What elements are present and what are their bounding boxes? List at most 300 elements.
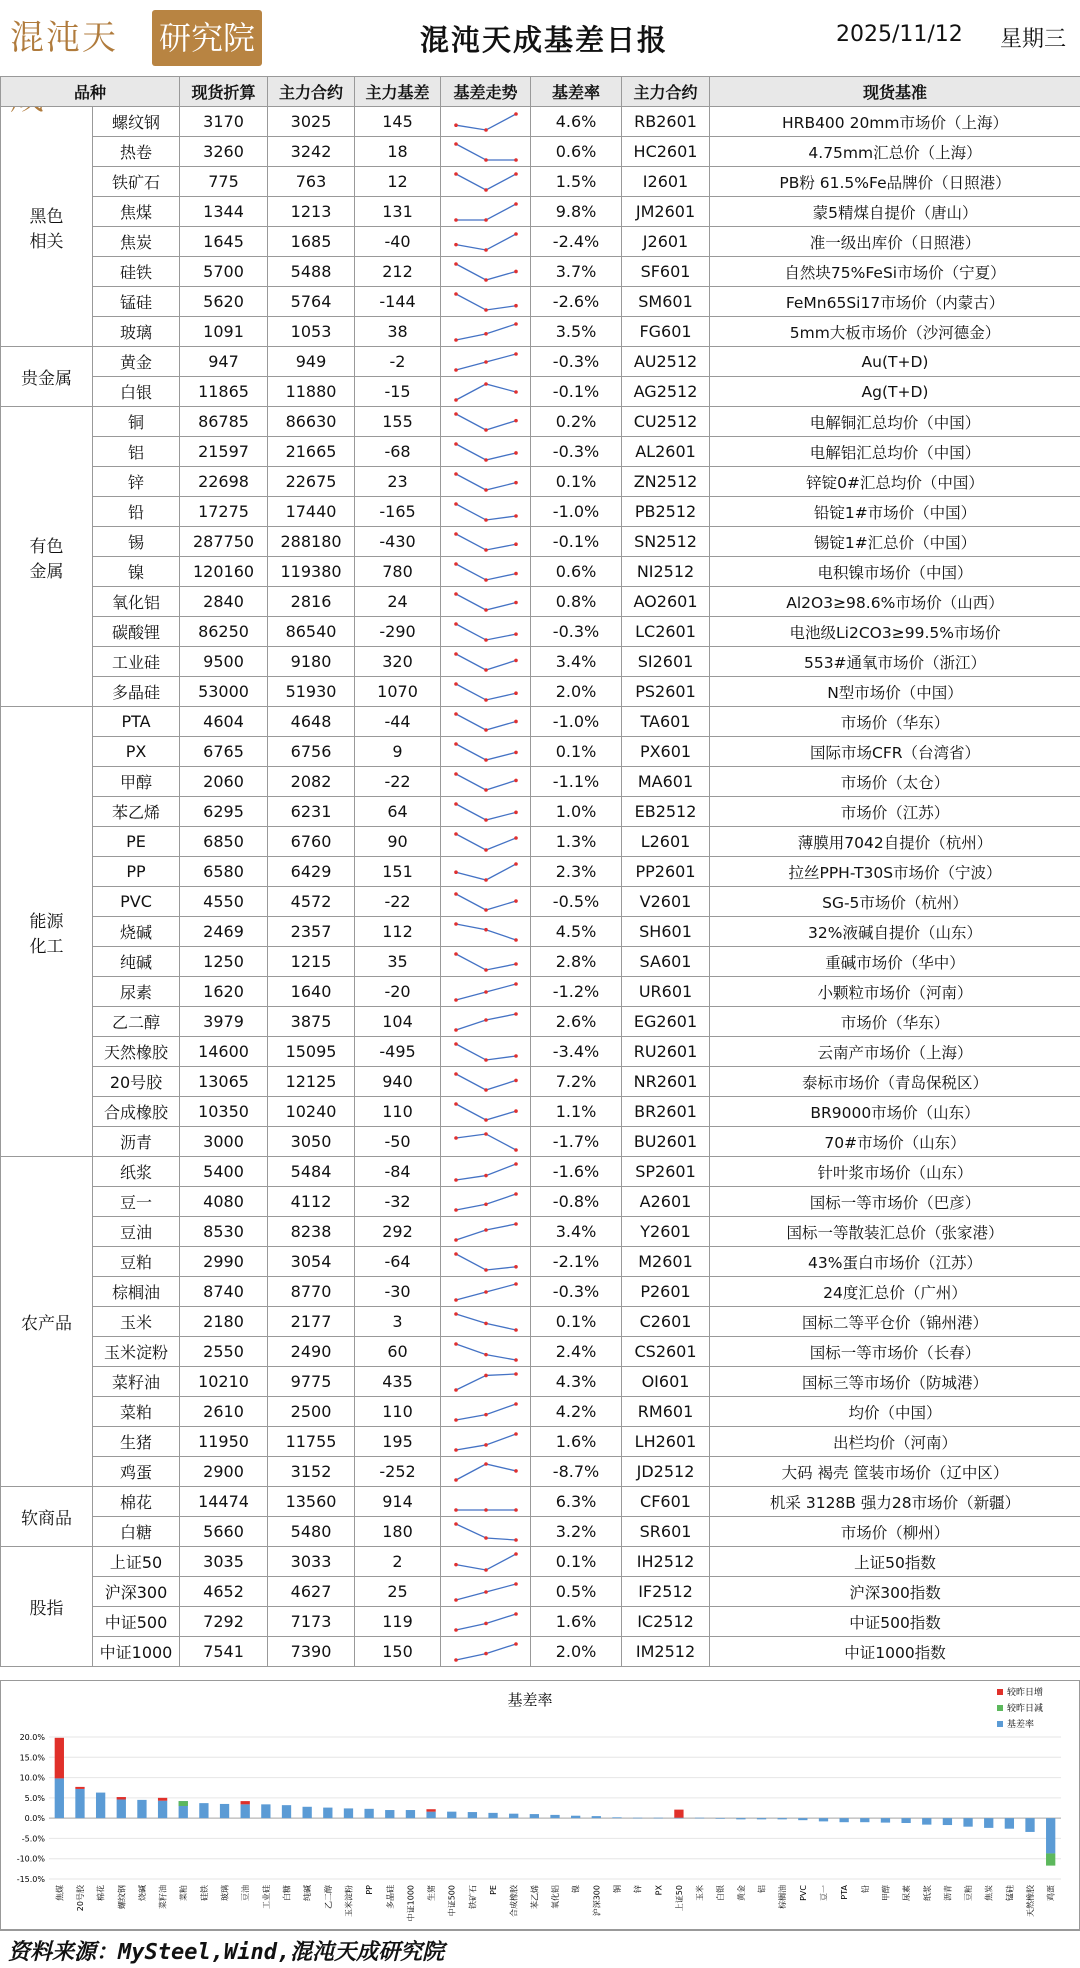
main-basis: 940 (355, 1067, 441, 1097)
main-basis: 9 (355, 737, 441, 767)
x-tick-label: PX (654, 1885, 664, 1896)
sparkline-point (484, 428, 488, 432)
spot-price: 3035 (180, 1547, 268, 1577)
contract-code: BR2601 (622, 1097, 710, 1127)
sparkline-point (454, 922, 458, 926)
y-tick-label: -15.0% (16, 1875, 45, 1884)
sparkline-point (454, 142, 458, 146)
variety-name: 纯碱 (93, 947, 180, 977)
sparkline-point (484, 990, 488, 994)
x-tick-label: 氧化铝 (551, 1885, 560, 1909)
spot-reference: 国标二等平仓价（锦州港） (710, 1307, 1080, 1337)
variety-name: 铁矿石 (93, 167, 180, 197)
footer (0, 1930, 1080, 1968)
variety-name: 玉米淀粉 (93, 1337, 180, 1367)
bar-basis-rate (385, 1810, 394, 1818)
spot-price: 53000 (180, 677, 268, 707)
main-basis: 104 (355, 1007, 441, 1037)
main-contract-price: 1215 (268, 947, 355, 977)
spot-price: 2060 (180, 767, 268, 797)
table-row (1, 947, 1080, 977)
sparkline-path (456, 924, 516, 940)
sparkline-point (514, 303, 518, 307)
spot-price: 2990 (180, 1247, 268, 1277)
main-contract-price: 4648 (268, 707, 355, 737)
contract-code: IH2512 (622, 1547, 710, 1577)
sparkline-point (514, 836, 518, 840)
basis-trend (441, 227, 531, 257)
contract-code: SP2601 (622, 1157, 710, 1187)
contract-code: RU2601 (622, 1037, 710, 1067)
contract-code: FG601 (622, 317, 710, 347)
spot-reference: 市场价（柳州） (710, 1517, 1080, 1547)
sparkline-path (456, 954, 516, 970)
variety-name: 豆油 (93, 1217, 180, 1247)
variety-name: 甲醇 (93, 767, 180, 797)
variety-name: 白银 (93, 377, 180, 407)
x-tick-label: 棉花 (96, 1885, 106, 1901)
sparkline (451, 1250, 521, 1274)
sparkline-point (514, 1372, 518, 1376)
spot-price: 5700 (180, 257, 268, 287)
variety-name: 玻璃 (93, 317, 180, 347)
main-basis: 12 (355, 167, 441, 197)
table-row (1, 917, 1080, 947)
sparkline (451, 980, 521, 1004)
sparkline-point (484, 278, 488, 282)
spot-price: 4550 (180, 887, 268, 917)
table-row (1, 467, 1080, 497)
bar-basis-rate (860, 1818, 869, 1822)
sparkline-point (514, 1265, 518, 1269)
sparkline-point (514, 1432, 518, 1436)
logo-text: 混沌天 (10, 18, 118, 58)
sparkline-path (456, 1164, 516, 1180)
sparkline-point (514, 1552, 518, 1556)
report-weekday: 星期三 (1000, 27, 1067, 52)
main-contract-price: 1685 (268, 227, 355, 257)
sparkline-point (454, 472, 458, 476)
sparkline-point (514, 938, 518, 942)
sparkline-point (484, 382, 488, 386)
spot-reference: SG-5市场价（杭州） (710, 887, 1080, 917)
basis-trend (441, 1577, 531, 1607)
basis-trend (441, 1427, 531, 1457)
spot-reference: HRB400 20mm市场价（上海） (710, 107, 1080, 137)
main-basis: -252 (355, 1457, 441, 1487)
variety-name: 氧化铝 (93, 587, 180, 617)
x-tick-label: 苯乙烯 (530, 1885, 540, 1909)
main-contract-price: 5764 (268, 287, 355, 317)
basis-trend (441, 947, 531, 977)
basis-trend (441, 857, 531, 887)
y-tick-label: -5.0% (21, 1834, 45, 1844)
sparkline (451, 410, 521, 434)
spot-reference: 553#通氧市场价（浙江） (710, 647, 1080, 677)
table-row (1, 1547, 1080, 1577)
spot-reference: 上证50指数 (710, 1547, 1080, 1577)
col-header-trend: 基差走势 (441, 77, 531, 107)
contract-code: LH2601 (622, 1427, 710, 1457)
sparkline (451, 140, 521, 164)
sparkline-point (484, 608, 488, 612)
table-row (1, 1157, 1080, 1187)
basis-rate: -8.7% (531, 1457, 622, 1487)
sparkline (451, 920, 521, 944)
spot-reference: 电解铝汇总均价（中国） (710, 437, 1080, 467)
sparkline-point (514, 480, 518, 484)
spot-price: 6850 (180, 827, 268, 857)
x-tick-label: 螺纹钢 (117, 1885, 127, 1909)
variety-name: 菜籽油 (93, 1367, 180, 1397)
table-row (1, 1127, 1080, 1157)
sparkline-path (456, 234, 516, 250)
variety-name: PP (93, 857, 180, 887)
variety-name: 镍 (93, 557, 180, 587)
sparkline-path (456, 774, 516, 790)
sparkline-path (456, 504, 516, 520)
spot-reference: 铅锭1#市场价（中国） (710, 497, 1080, 527)
sparkline-point (454, 1136, 458, 1140)
bar-basis-rate (344, 1808, 353, 1818)
sparkline-point (454, 1342, 458, 1346)
spot-price: 287750 (180, 527, 268, 557)
sparkline-path (456, 1104, 516, 1120)
main-basis: 90 (355, 827, 441, 857)
contract-code: C2601 (622, 1307, 710, 1337)
sparkline-point (454, 242, 458, 246)
table-row (1, 1427, 1080, 1457)
sparkline-point (454, 1028, 458, 1032)
variety-name: PTA (93, 707, 180, 737)
main-basis: 25 (355, 1577, 441, 1607)
sparkline-point (454, 1102, 458, 1106)
bar-change-up (426, 1809, 435, 1811)
sparkline-path (456, 384, 516, 400)
bar-basis-rate (736, 1818, 745, 1819)
sparkline (451, 830, 521, 854)
x-tick-label: 菜籽油 (158, 1885, 168, 1909)
sparkline-path (456, 1074, 516, 1090)
basis-rate: -2.1% (531, 1247, 622, 1277)
spot-price: 86250 (180, 617, 268, 647)
main-basis: -15 (355, 377, 441, 407)
spot-reference: 70#市场价（山东） (710, 1127, 1080, 1157)
main-contract-price: 2177 (268, 1307, 355, 1337)
sparkline-point (454, 592, 458, 596)
spot-reference: 国际市场CFR（台湾省） (710, 737, 1080, 767)
basis-rate: 3.4% (531, 1217, 622, 1247)
main-contract-price: 21665 (268, 437, 355, 467)
contract-code: AO2601 (622, 587, 710, 617)
spot-price: 5620 (180, 287, 268, 317)
x-tick-label: 铁矿石 (468, 1885, 478, 1909)
main-basis: 119 (355, 1607, 441, 1637)
basis-rate: 0.6% (531, 557, 622, 587)
basis-rate: -0.1% (531, 377, 622, 407)
spot-price: 2900 (180, 1457, 268, 1487)
table-row (1, 527, 1080, 557)
bar-basis-rate (303, 1807, 312, 1818)
main-basis: 435 (355, 1367, 441, 1397)
main-contract-price: 763 (268, 167, 355, 197)
main-contract-price: 288180 (268, 527, 355, 557)
basis-trend (441, 827, 531, 857)
sparkline-point (454, 1042, 458, 1046)
contract-code: I2601 (622, 167, 710, 197)
basis-trend (441, 887, 531, 917)
basis-trend (441, 1457, 531, 1487)
sparkline-point (454, 682, 458, 686)
table-row (1, 1247, 1080, 1277)
bar-basis-rate (798, 1818, 807, 1820)
sparkline-point (454, 622, 458, 626)
bar-basis-rate (716, 1818, 725, 1819)
sparkline-point (514, 322, 518, 326)
legend-swatch (997, 1705, 1003, 1711)
sparkline-point (514, 232, 518, 236)
x-tick-label: 玻璃 (220, 1885, 230, 1901)
basis-rate: -1.1% (531, 767, 622, 797)
spot-price: 2610 (180, 1397, 268, 1427)
sparkline (451, 1070, 521, 1094)
basis-rate: 1.5% (531, 167, 622, 197)
company-logo (10, 8, 262, 68)
table-row (1, 107, 1080, 137)
sparkline-point (484, 1173, 488, 1177)
spot-reference: 国标一等散装汇总价（张家港） (710, 1217, 1080, 1247)
table-row (1, 737, 1080, 767)
sparkline-point (454, 442, 458, 446)
contract-code: AU2512 (622, 347, 710, 377)
x-tick-label: 上证50 (674, 1885, 684, 1912)
sparkline (451, 1310, 521, 1334)
contract-code: RM601 (622, 1397, 710, 1427)
y-tick-label: 5.0% (24, 1793, 45, 1803)
sparkline-point (484, 638, 488, 642)
table-row (1, 1457, 1080, 1487)
data-source: 资料来源：MySteel,Wind,混沌天成研究院 (8, 1940, 445, 1965)
sparkline-point (484, 668, 488, 672)
sparkline (451, 350, 521, 374)
sparkline-path (456, 414, 516, 430)
table-row (1, 857, 1080, 887)
sparkline-point (484, 458, 488, 462)
x-tick-label: 白银 (716, 1885, 726, 1901)
variety-name: 热卷 (93, 137, 180, 167)
contract-code: L2601 (622, 827, 710, 857)
contract-code: EG2601 (622, 1007, 710, 1037)
sparkline-point (514, 1582, 518, 1586)
basis-rate: -0.1% (531, 527, 622, 557)
x-tick-label: 焦炭 (984, 1885, 994, 1901)
spot-reference: 中证1000指数 (710, 1637, 1080, 1667)
sparkline-point (454, 562, 458, 566)
basis-trend (441, 1637, 531, 1667)
table-row (1, 1037, 1080, 1067)
basis-rate: 3.7% (531, 257, 622, 287)
main-contract-price: 2500 (268, 1397, 355, 1427)
sparkline-point (514, 514, 518, 518)
chart-title: 基差率 (507, 1691, 553, 1709)
spot-reference: 市场价（华东） (710, 707, 1080, 737)
basis-trend (441, 527, 531, 557)
main-basis: -22 (355, 887, 441, 917)
basis-rate: 1.6% (531, 1427, 622, 1457)
basis-trend (441, 1157, 531, 1187)
spot-price: 6295 (180, 797, 268, 827)
sparkline-path (456, 1464, 516, 1480)
bar-basis-rate (943, 1818, 952, 1825)
main-basis: 320 (355, 647, 441, 677)
basis-trend (441, 167, 531, 197)
spot-reference: PB粉 61.5%Fe品牌价（日照港） (710, 167, 1080, 197)
sparkline-path (456, 534, 516, 550)
basis-trend (441, 317, 531, 347)
sparkline-point (484, 1228, 488, 1232)
category-cell: 贵金属 (1, 347, 93, 407)
basis-trend (441, 1367, 531, 1397)
sparkline-point (454, 832, 458, 836)
spot-price: 3170 (180, 107, 268, 137)
variety-name: 菜粕 (93, 1397, 180, 1427)
basis-trend (441, 707, 531, 737)
variety-name: 焦炭 (93, 227, 180, 257)
bar-change-down (1046, 1853, 1055, 1865)
sparkline-path (456, 1344, 516, 1360)
table-row (1, 347, 1080, 377)
spot-price: 21597 (180, 437, 268, 467)
sparkline (451, 200, 521, 224)
spot-reference: 重碱市场价（华中） (710, 947, 1080, 977)
variety-name: 棕榈油 (93, 1277, 180, 1307)
variety-name: 天然橡胶 (93, 1037, 180, 1067)
main-basis: -430 (355, 527, 441, 557)
category-cell: 能源 化工 (1, 707, 93, 1157)
basis-rate: 1.0% (531, 797, 622, 827)
main-contract-price: 3025 (268, 107, 355, 137)
spot-price: 14600 (180, 1037, 268, 1067)
bar-basis-rate (261, 1804, 270, 1818)
sparkline-path (456, 594, 516, 610)
sparkline (451, 320, 521, 344)
x-tick-label: 纸浆 (922, 1885, 932, 1901)
basis-trend (441, 1067, 531, 1097)
bar-change-up (75, 1787, 84, 1789)
spot-price: 9500 (180, 647, 268, 677)
main-contract-price: 1640 (268, 977, 355, 1007)
x-tick-label: 豆油 (241, 1885, 251, 1901)
table-row (1, 797, 1080, 827)
basis-rate: -0.3% (531, 347, 622, 377)
contract-code: TA601 (622, 707, 710, 737)
x-tick-label: 焦煤 (55, 1885, 65, 1901)
main-basis: -2 (355, 347, 441, 377)
sparkline-path (456, 744, 516, 760)
main-basis: 38 (355, 317, 441, 347)
contract-code: NI2512 (622, 557, 710, 587)
sparkline-point (514, 158, 518, 162)
table-row (1, 977, 1080, 1007)
variety-name: 锌 (93, 467, 180, 497)
sparkline (451, 1430, 521, 1454)
basis-rate: 2.0% (531, 677, 622, 707)
sparkline-point (514, 418, 518, 422)
spot-price: 947 (180, 347, 268, 377)
sparkline-path (456, 324, 516, 340)
spot-price: 4652 (180, 1577, 268, 1607)
spot-reference: 泰标市场价（青岛保税区） (710, 1067, 1080, 1097)
basis-trend (441, 347, 531, 377)
basis-trend (441, 1007, 531, 1037)
sparkline-point (484, 927, 488, 931)
sparkline (451, 110, 521, 134)
sparkline-point (484, 578, 488, 582)
x-tick-label: 中证1000 (406, 1885, 416, 1922)
sparkline-point (454, 952, 458, 956)
main-contract-price: 4112 (268, 1187, 355, 1217)
sparkline-path (456, 864, 516, 880)
basis-trend (441, 407, 531, 437)
sparkline-point (484, 1202, 488, 1206)
sparkline (451, 1550, 521, 1574)
y-tick-label: 20.0% (19, 1733, 45, 1742)
main-basis: 914 (355, 1487, 441, 1517)
sparkline-point (514, 1192, 518, 1196)
spot-reference: 5mm大板市场价（沙河德金） (710, 317, 1080, 347)
table-row (1, 1217, 1080, 1247)
contract-code: OI601 (622, 1367, 710, 1397)
contract-code: IM2512 (622, 1637, 710, 1667)
basis-trend (441, 797, 531, 827)
main-contract-price: 2490 (268, 1337, 355, 1367)
sparkline-point (514, 1469, 518, 1473)
basis-trend (441, 767, 531, 797)
variety-name: 沪深300 (93, 1577, 180, 1607)
sparkline (451, 1190, 521, 1214)
main-basis: 145 (355, 107, 441, 137)
main-basis: 155 (355, 407, 441, 437)
spot-price: 1620 (180, 977, 268, 1007)
bar-basis-rate (488, 1813, 497, 1818)
main-contract-price: 22675 (268, 467, 355, 497)
table-row (1, 437, 1080, 467)
variety-name: 烧碱 (93, 917, 180, 947)
sparkline (451, 1010, 521, 1034)
sparkline-point (514, 1148, 518, 1152)
bar-basis-rate (530, 1814, 539, 1818)
sparkline-point (514, 269, 518, 273)
basis-trend (441, 1277, 531, 1307)
sparkline-point (484, 488, 488, 492)
variety-name: 工业硅 (93, 647, 180, 677)
sparkline-path (456, 1434, 516, 1450)
sparkline (451, 170, 521, 194)
sparkline-point (484, 128, 488, 132)
basis-rate: 0.1% (531, 1307, 622, 1337)
table-row (1, 167, 1080, 197)
spot-reference: 锌锭0#汇总均价（中国） (710, 467, 1080, 497)
basis-trend (441, 1247, 531, 1277)
table-row (1, 1397, 1080, 1427)
basis-trend (441, 1397, 531, 1427)
sparkline (451, 1280, 521, 1304)
bar-basis-rate (654, 1818, 663, 1819)
contract-code: CU2512 (622, 407, 710, 437)
sparkline (451, 770, 521, 794)
main-basis: 24 (355, 587, 441, 617)
sparkline-point (484, 332, 488, 336)
